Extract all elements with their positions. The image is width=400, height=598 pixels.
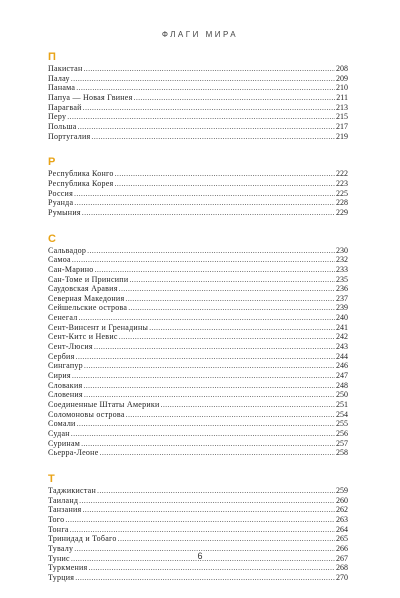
entry-page: 235 [336,274,348,284]
entry-page: 237 [336,293,348,303]
entry-name: Словакия [48,380,83,390]
entry-page: 265 [336,534,348,544]
entry-name: Северная Македония [48,293,125,303]
entry-page: 209 [336,73,348,83]
entry-name: Сан-Томе и Принсипи [48,274,129,284]
leader-dots [149,323,335,333]
leader-dots [71,429,335,439]
leader-dots [114,179,335,189]
leader-dots [72,371,335,381]
leader-dots [100,448,335,458]
leader-dots [87,246,335,256]
toc-entry[interactable] [48,515,348,525]
entry-name: Сенегал [48,313,78,323]
entry-page: 229 [336,207,348,217]
leader-dots [72,255,335,265]
entry-name: Республика Корея [48,178,114,188]
entry-name: Танзания [48,505,82,515]
entry-page: 228 [336,198,348,208]
leader-dots [83,103,335,113]
leader-dots [77,419,335,429]
toc-entry[interactable] [48,294,348,304]
entry-name: Россия [48,188,74,198]
toc-entry[interactable] [48,246,348,256]
toc-entry[interactable] [48,525,348,535]
entry-page: 230 [336,245,348,255]
entry-page: 255 [336,419,348,429]
leader-dots [67,112,335,122]
entry-name: Словения [48,390,83,400]
entry-page: 236 [336,284,348,294]
entry-name: Палау [48,73,70,83]
running-head: ФЛАГИ МИРА [161,30,239,39]
entry-name: Сомали [48,419,76,429]
toc-entry[interactable] [48,342,348,352]
toc-entry[interactable] [48,284,348,294]
section-s [48,233,348,458]
entry-page: 232 [336,255,348,265]
toc-entry[interactable] [48,74,348,84]
page-number: 6 [197,551,203,561]
entry-name: Сент-Китс и Невис [48,332,118,342]
entry-name: Тувалу [48,543,74,553]
toc-entry[interactable] [48,486,348,496]
leader-dots [91,132,335,142]
leader-dots [129,275,335,285]
entry-page: 256 [336,429,348,438]
entry-name: Сингапур [48,361,83,371]
leader-dots [76,352,335,362]
entry-name: Соединенные Штаты Америки [48,400,160,410]
section-letter: П [48,51,56,63]
toc-entry[interactable] [48,371,348,381]
toc-entry[interactable] [48,390,348,400]
leader-dots [70,525,335,535]
entry-name: Парагвай [48,102,82,112]
entry-page: 251 [336,400,348,410]
entry-name: Сербия [48,351,75,361]
entry-name: Сальвадор [48,245,87,255]
entry-name: Сент-Винсент и Гренадины [48,322,149,332]
toc-entry[interactable] [48,400,348,410]
entry-page: 240 [336,313,348,323]
entry-name: Сьерра-Леоне [48,448,99,458]
entry-page: 268 [336,563,348,573]
leader-dots [75,573,335,583]
leader-dots [119,284,335,294]
entry-page: 213 [336,102,348,112]
entry-name: Сан-Марино [48,264,94,274]
toc-entry[interactable] [48,419,348,429]
entry-page: 266 [336,543,348,553]
toc-entry[interactable] [48,534,348,544]
entry-page: 208 [336,64,348,73]
entry-name: Соломоновы острова [48,409,125,419]
leader-dots [95,265,335,275]
toc-entry[interactable] [48,352,348,362]
entry-page: 246 [336,361,348,371]
leader-dots [128,303,335,313]
leader-dots [94,342,335,352]
leader-dots [119,332,335,342]
toc-entry[interactable] [48,255,348,265]
toc-index [48,51,348,598]
entry-name: Суринам [48,438,81,448]
toc-entry[interactable] [48,573,348,583]
entry-page: 243 [336,342,348,352]
toc-entry[interactable] [48,169,348,179]
leader-dots [134,93,336,103]
toc-entry[interactable] [48,64,348,74]
entry-name: Руанда [48,198,74,208]
toc-entry[interactable] [48,83,348,93]
entry-name: Португалия [48,131,91,141]
leader-dots [125,294,335,304]
section-r [48,156,348,217]
leader-dots [84,390,335,400]
entry-name: Самоа [48,255,71,265]
toc-entry[interactable] [48,323,348,333]
toc-entry[interactable] [48,429,348,439]
entry-name: Перу [48,112,67,122]
section-p [48,51,348,141]
leader-dots [74,198,335,208]
leader-dots [161,400,335,410]
entry-page: 263 [336,514,348,524]
leader-dots [78,122,335,132]
entry-page: 241 [336,322,348,332]
entry-name: Таджикистан [48,485,97,495]
leader-dots [118,534,335,544]
entry-name: Саудовская Аравия [48,284,118,294]
entry-name: Туркмения [48,563,88,573]
leader-dots [115,169,335,179]
toc-entry[interactable] [48,496,348,506]
entry-name: Панама [48,83,76,93]
entry-name: Польша [48,121,77,131]
entry-name: Тонга [48,524,69,534]
entry-page: 262 [336,505,348,515]
entry-name: Тринидад и Тобаго [48,534,117,544]
leader-dots [82,505,335,515]
toc-entry[interactable] [48,103,348,113]
entry-page: 260 [336,495,348,505]
entry-name: Румыния [48,207,81,217]
toc-entry[interactable] [48,112,348,122]
toc-entry[interactable] [48,448,348,458]
leader-dots [78,313,335,323]
section-t [48,473,348,583]
entry-name: Судан [48,429,70,438]
toc-entry[interactable] [48,439,348,449]
toc-entry[interactable] [48,332,348,342]
entry-name: Таиланд [48,495,79,505]
toc-entry[interactable] [48,361,348,371]
toc-entry[interactable] [48,208,348,218]
entry-page: 257 [336,438,348,448]
section-letter: Т [48,472,55,485]
entry-page: 219 [336,131,348,141]
entry-page: 248 [336,380,348,390]
leader-dots [76,83,335,93]
toc-entry[interactable] [48,122,348,132]
entry-name: Турция [48,572,75,582]
entry-page: 210 [336,83,348,93]
entry-page: 258 [336,448,348,458]
toc-entry[interactable] [48,303,348,313]
entry-name: Того [48,514,65,524]
entry-name: Сент-Люсия [48,342,93,352]
leader-dots [88,563,335,573]
entry-page: 222 [336,169,348,179]
leader-dots [82,208,335,218]
leader-dots [83,64,335,74]
toc-entry[interactable] [48,505,348,515]
entry-page: 239 [336,303,348,313]
leader-dots [83,381,335,391]
entry-page: 270 [336,572,348,582]
entry-name: Папуа — Новая Гвинея [48,92,133,102]
entry-page: 225 [336,188,348,198]
leader-dots [74,189,335,199]
section-letter: Р [48,156,56,169]
entry-page: 211 [336,92,348,102]
toc-entry[interactable] [48,179,348,189]
toc-entry[interactable] [48,381,348,391]
toc-entry[interactable] [48,132,348,142]
entry-page: 242 [336,332,348,342]
entry-page: 250 [336,390,348,400]
entry-page: 233 [336,264,348,274]
entry-page: 254 [336,409,348,419]
entry-page: 267 [336,553,348,563]
toc-entry[interactable] [48,198,348,208]
entry-page: 244 [336,351,348,361]
leader-dots [84,361,335,371]
leader-dots [81,439,335,449]
leader-dots [71,74,335,84]
toc-entry[interactable] [48,265,348,275]
entry-page: 264 [336,524,348,534]
leader-dots [97,486,335,496]
entry-name: Сирия [48,371,71,381]
entry-name: Республика Конго [48,169,114,179]
entry-page: 217 [336,121,348,131]
toc-entry[interactable] [48,189,348,199]
toc-entry[interactable] [48,275,348,285]
entry-name: Тунис [48,553,70,563]
entry-name: Сейшельские острова [48,303,128,313]
section-letter: С [48,232,56,245]
toc-entry[interactable] [48,410,348,420]
leader-dots [79,496,335,506]
toc-entry[interactable] [48,563,348,573]
entry-page: 223 [336,178,348,188]
entry-page: 259 [336,485,348,495]
toc-entry[interactable] [48,93,348,103]
leader-dots [65,515,335,525]
toc-entry[interactable] [48,313,348,323]
entry-page: 247 [336,371,348,381]
entry-page: 215 [336,112,348,122]
entry-name: Пакистан [48,64,83,73]
leader-dots [126,410,335,420]
